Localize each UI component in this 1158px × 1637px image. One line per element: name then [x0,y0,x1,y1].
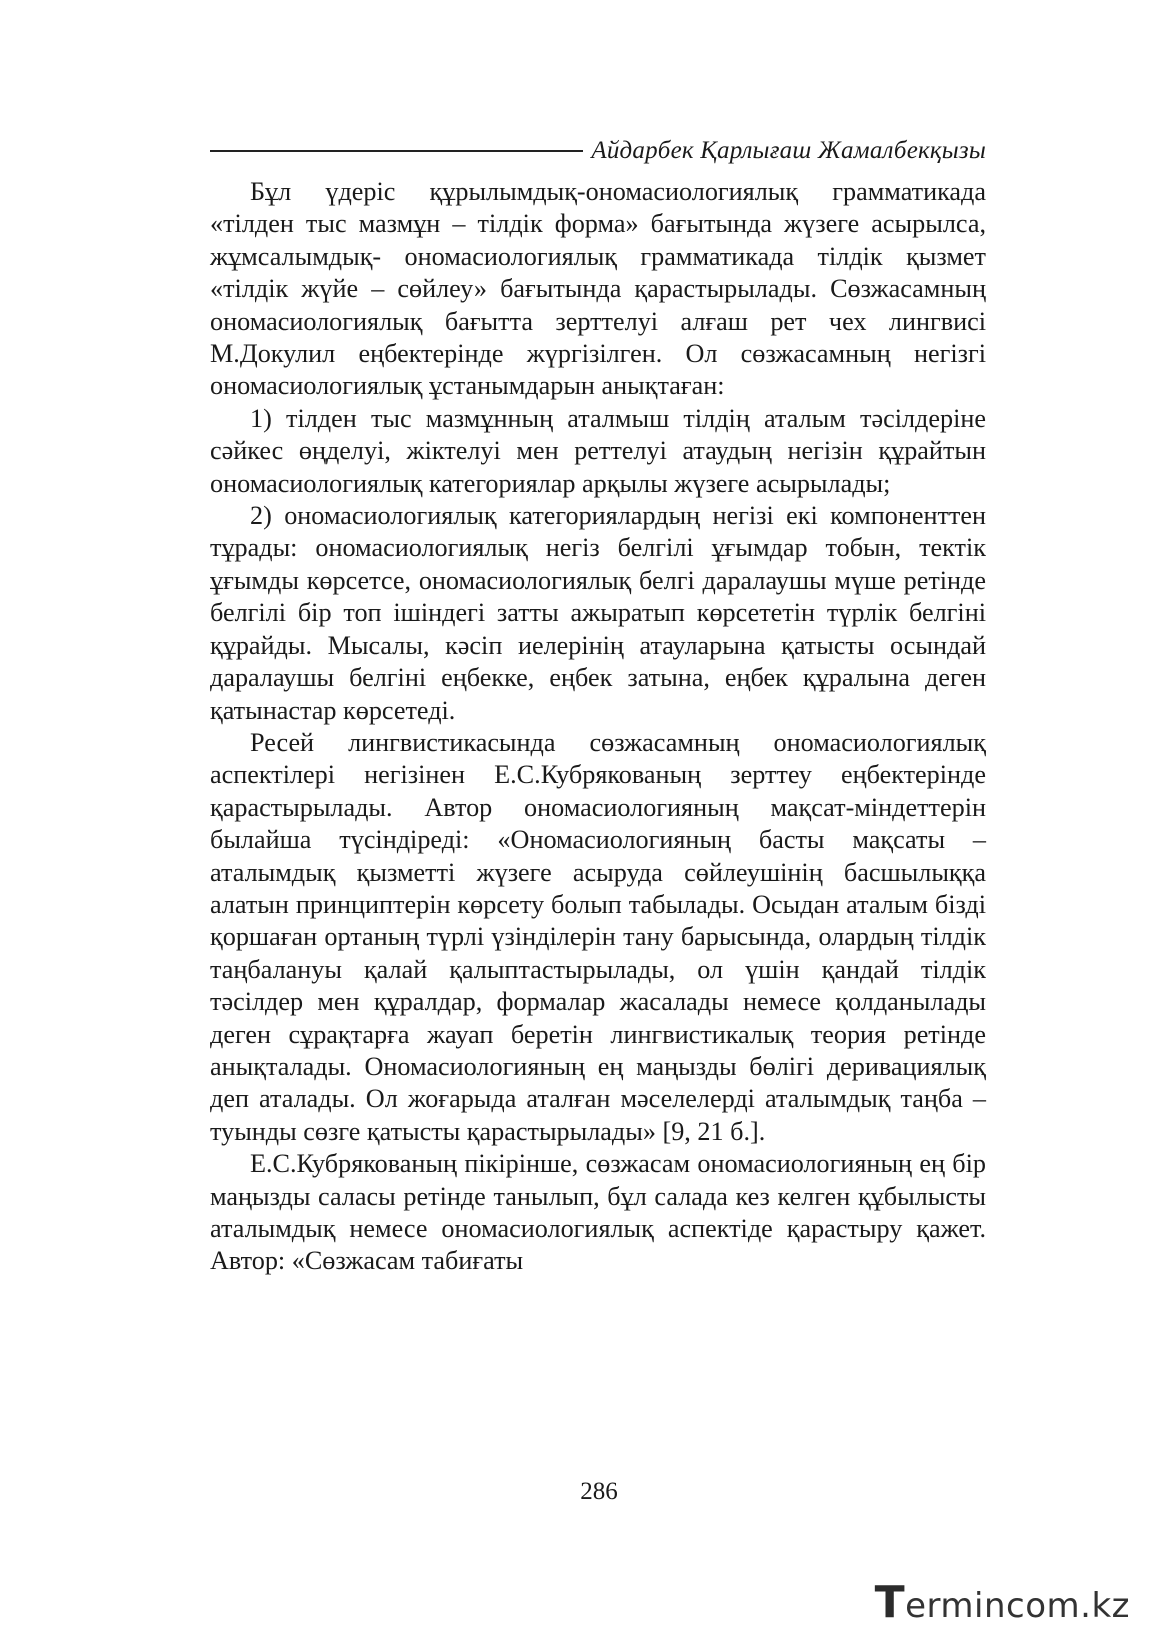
paragraph: Ресей лингвистикасында сөзжасамның ономасиологиялық аспектілері негізінен Е.С.Кубрякованың зерттеу еңбектерінде қарастырылады. Автор ономасиологияның мақсат-міндеттерін былайша түсіндіреді: «Ономасиологияның басты мақсаты – аталымдық қызметті жүзеге асыруда сөйлеушінің басшылыққа алатын принциптерін көрсету болып табылады. Осыдан аталым бізді қоршаған ортаның түрлі үзінділерін тану барысында, олардың тілдік таңбалануы қалай қалыптастырылады, ол үшін қандай тілдік тәсілдер мен құралдар, формалар жасалады немесе қолданылады деген сұрақтарға жауап беретін лингвистикалық теория ретінде анықталады. Ономасиологияның ең маңызды бөлігі деривациялық деп аталады. Ол жоғарыда аталған мәселелерді аталымдық таңба – туынды сөзге қатысты қарастырылады» [9, 21 б.]. [210,727,986,1146]
paragraph: Е.С.Кубрякованың пікірінше, сөзжасам ономасиологияның ең бір маңызды саласы ретінде танылып, бұл салада кез келген құбылысты аталымдық немесе ономасиологиялық аспектіде қарастыру қажет. Автор: «Сөзжасам табиғаты [210,1149,986,1276]
watermark-first-letter: T [874,1577,906,1628]
body-text [210,176,986,1278]
page-number: 286 [580,1478,618,1505]
watermark-logo [874,1577,1130,1628]
watermark-text: ermincom.kz [905,1586,1130,1626]
paragraph: 1) тілден тыс мазмұнның аталмыш тілдің аталым тәсілдеріне сәйкес өңделуі, жіктелуі мен реттелуі атаудың негізін құрайтын ономасиологиялық категориялар арқылы жүзеге асырылады; [210,403,986,498]
paragraph: 2) ономасиологиялық категориялардың негізі екі компоненттен тұрады: ономасиологиялық негіз белгілі ұғымдар тобын, тектік ұғымды көрсетсе, ономасиологиялық белгі даралаушы мүше ретінде белгілі бір топ ішіндегі затты ажыратып көрсететін түрлік белгіні құрайды. Мысалы, кәсіп иелерінің атауларына қатысты осындай даралаушы белгіні еңбекке, еңбек затына, еңбек құралына деген қатынастар көрсетеді. [210,501,986,725]
header-author: Айдарбек Қарлығаш Жамалбекқызы [591,137,986,164]
header-rule [210,150,583,152]
running-header [210,134,986,168]
paragraph: Бұл үдеріс құрылымдық-ономасиологиялық грамматикада «тілден тыс мазмұн – тілдік форма» бағытында жүзеге асырылса, жұмсалымдық- ономасиологиялық грамматикада тілдік қызмет «тілдік жүйе – сөйлеу» бағытында қарастырылады. Сөзжасамның ономасиологиялық бағытта зерттелуі алғаш рет чех лингвисі М.Докулил еңбектерінде жүргізілген. Ол сөзжасамның негізгі ономасиологиялық ұстанымдарын анықтаған: [210,177,986,401]
